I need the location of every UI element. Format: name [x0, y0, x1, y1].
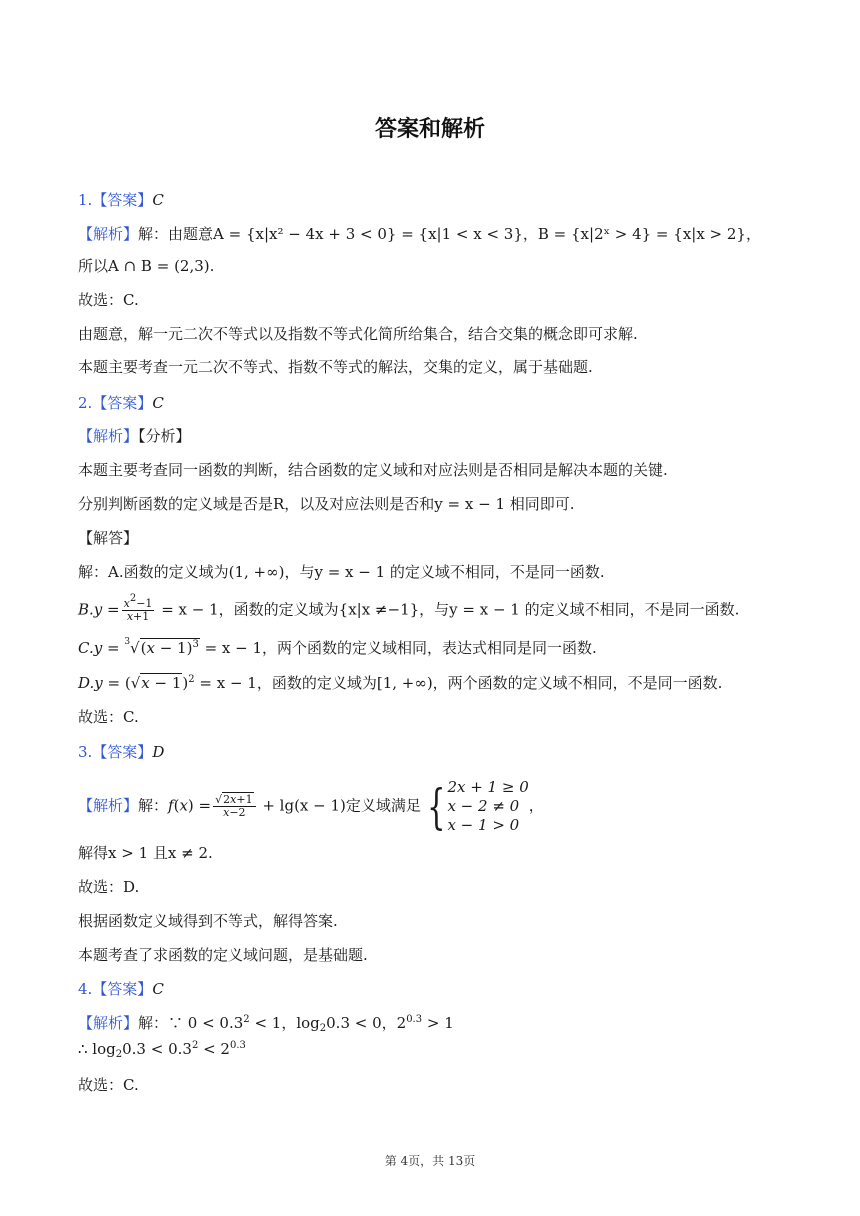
- q2-analysis-sub: 【分析】: [138, 427, 191, 445]
- q3-line4: 本题考查了求函数的定义域问题，是基础题.: [78, 946, 368, 964]
- q2-lineC: $C.y = ^3√(x - 1)^3 = x - 1$，两个函数的定义域相同，表达式相同是同一函数.: [78, 637, 597, 657]
- q2-lineD-rest: = x − 1，函数的定义域为[1, +∞)，两个函数的定义域不相同，不是同一函数.: [194, 674, 723, 692]
- q3-case3: x − 1 > 0: [447, 816, 520, 834]
- q4-answer-label: 4.【答案】: [78, 980, 153, 998]
- q3-answer-label: 3.【答案】: [78, 743, 153, 761]
- q1-answer-value: C: [152, 191, 164, 209]
- page-title: 答案和解析: [374, 117, 485, 142]
- q3-prefix: 解：: [138, 796, 169, 815]
- page-footer: 第 4页，共 13页: [384, 1154, 476, 1168]
- q2-lineB-prefix: B.: [78, 600, 94, 619]
- q3-mid: + lg(x − 1)定义域满足: [257, 796, 421, 815]
- q1-answer-label: 1.【答案】: [78, 191, 153, 209]
- q2-line2: 分别判断函数的定义域是否是R，以及对应法则是否和y = x − 1 相同即可.: [78, 495, 575, 513]
- q1-line5: 本题主要考查一元二次不等式、指数不等式的解法，交集的定义，属于基础题.: [78, 358, 593, 376]
- q2-answer-label: 2.【答案】: [78, 394, 153, 412]
- q4-answer-value: C: [152, 980, 164, 998]
- q4-analysis-label: 【解析】: [78, 1014, 139, 1032]
- q3-case1: 2x + 1 ≥ 0: [447, 778, 529, 796]
- q1-line4: 由题意，解一元二次不等式以及指数不等式化简所给集合，结合交集的概念即可求解.: [78, 325, 638, 343]
- q1-analysis-label: 【解析】: [78, 225, 139, 243]
- q2-solution-label: 【解答】: [78, 529, 139, 547]
- q2-lineC-prefix: C.: [78, 639, 94, 657]
- q2-answer: [78, 393, 800, 413]
- q2-lineD: $D.y = (√x - 1)^2 = x - 1$，函数的定义域为[1, +∞)，两个函数的定义域不相同，不是同一函数.: [78, 674, 723, 692]
- q2-lineA: 解：A.函数的定义域为(1, +∞)，与y = x − 1 的定义域不相同，不是同一函数.: [78, 563, 605, 581]
- q2-analysis-header: [78, 426, 800, 446]
- q1-answer: [78, 190, 800, 210]
- q3-analysis: 【解析】解：f(x) = $\frac{√2x+1}{x-2}$ + lg(x − 1)定义域满足 { 2x + 1 ≥ 0 x − 2 ≠ 0 x − 1 > 0 ，: [78, 778, 544, 835]
- q3-analysis-label: 【解析】: [78, 796, 139, 815]
- q1-analysis-line1: [78, 224, 800, 244]
- q3-case2: x − 2 ≠ 0: [447, 797, 520, 815]
- q1-line3: 故选：C.: [78, 291, 139, 309]
- q3-line2: 故选：D.: [78, 878, 140, 896]
- q2-analysis-label: 【解析】: [78, 427, 139, 445]
- q3-suffix: ，: [528, 796, 544, 815]
- q4-line1: 【解析】解：∵ $0 < 0.3^2 < 1$，$\log_20.3 < 0$，$2^{0.3} > 1$: [78, 1014, 454, 1034]
- q2-lineC-rest: = x − 1，两个函数的定义域相同，表达式相同是同一函数.: [199, 639, 597, 657]
- q3-answer-value: D: [152, 743, 165, 761]
- q4-line2: ∴ $\log_20.3 < 0.3^2 < 2^{0.3}$: [78, 1040, 246, 1060]
- q2-answer-value: C: [152, 394, 164, 412]
- q1-line1: 解：由题意A = {x|x² − 4x + 3 < 0} = {x|1 < x < 3}，B = {x|2ˣ > 4} = {x|x > 2}，: [138, 225, 761, 243]
- q2-choose: 故选：C.: [78, 708, 139, 726]
- q3-fraction: $\frac{√2x+1}{x-2}$: [213, 794, 255, 819]
- q2-lineB: B.y = $\frac{x^2-1}{x+1}$ = x − 1，函数的定义域为{x|x ≠−1}，与y = x − 1 的定义域不相同，不是同一函数.: [78, 593, 740, 623]
- q2-lineB-fraction: $\frac{x^2-1}{x+1}$: [123, 593, 153, 623]
- q1-line2: 所以A ∩ B = (2,3).: [78, 257, 215, 275]
- q3-cases: { 2x + 1 ≥ 0 x − 2 ≠ 0 x − 1 > 0: [427, 778, 529, 835]
- q3-line3: 根据函数定义域得到不等式，解得答案.: [78, 912, 338, 930]
- q2-lineD-prefix: D.: [78, 674, 95, 692]
- q3-line1: 解得x > 1 且x ≠ 2.: [78, 844, 213, 862]
- q2-line1: 本题主要考查同一函数的判断，结合函数的定义域和对应法则是否相同是解决本题的关键.: [78, 461, 668, 479]
- q4-choose: 故选：C.: [78, 1076, 139, 1094]
- q3-answer: [78, 742, 800, 762]
- q2-lineB-rest: = x − 1，函数的定义域为{x|x ≠−1}，与y = x − 1 的定义域不相同，不是同一函数.: [156, 600, 740, 619]
- q4-answer: [78, 979, 800, 999]
